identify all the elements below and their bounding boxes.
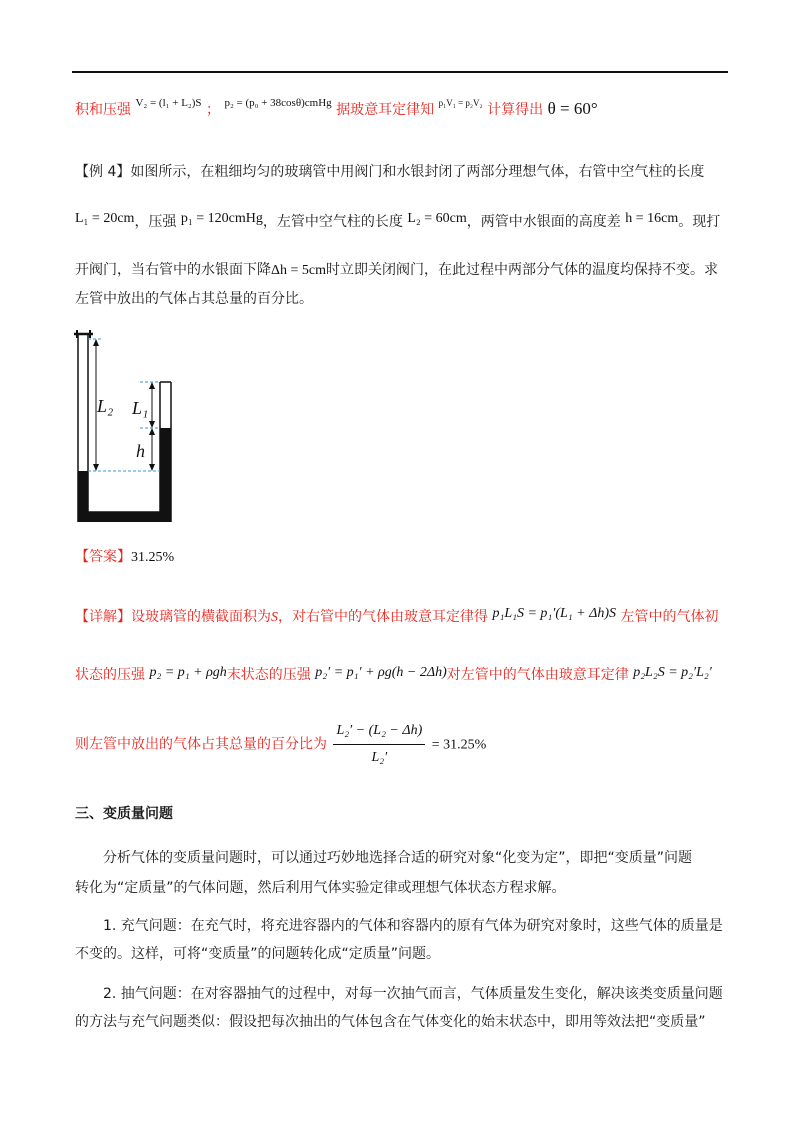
right-mercury	[160, 428, 171, 521]
paragraph: 1. 充气问题：在充气时，将充进容器内的气体和容器内的原有气体为研究对象时，这些气体的质量是	[103, 918, 723, 934]
paragraph-cont: 不变的。这样，可将“变质量”的问题转化成“定质量”问题。	[75, 946, 441, 962]
text: 设玻璃管的横截面积为	[131, 609, 271, 625]
text: 据玻意耳定律知	[336, 102, 435, 118]
text: 开阀门，当右管中的水银面下降	[75, 262, 271, 278]
label-L1: L₁	[132, 398, 149, 418]
text: ，两管中水银面的高度差	[466, 214, 621, 230]
formula: p₂ = (p₀ + 38cosθ)cmHg	[224, 97, 332, 109]
formula-h: h = 16cm	[625, 211, 679, 226]
formula: p₂L₂S = p₂′L₂′	[633, 665, 712, 680]
text: 则左管中放出的气体占其总量的百分比为	[75, 736, 327, 753]
formula: V₂ = (l₁ + L₂)S	[135, 97, 202, 109]
formula: p₁L₁S = p₁′(L₁ + Δh)S	[492, 606, 616, 621]
example-line-3	[75, 260, 727, 281]
text: ，左管中空气柱的长度	[262, 214, 403, 230]
example-text: 如图所示，在粗细均匀的玻璃管中用阀门和水银封闭了两部分理想气体，右管中空气柱的长度	[130, 164, 705, 180]
formula: θ = 60°	[547, 99, 598, 118]
text: 计算得出	[487, 102, 544, 118]
text: 时立即关闭阀门，在此过程中两部分气体的温度均保持不变。求	[326, 262, 719, 278]
previous-solution-line	[75, 96, 727, 124]
label-L2: L₂	[97, 396, 114, 416]
formula-L2: L₂ = 60cm	[407, 211, 467, 226]
formula: p₂ = p₁ + ρgh	[149, 665, 227, 680]
text: 积和压强	[75, 102, 131, 118]
arrowhead	[149, 428, 155, 435]
text: 分析气体的变质量问题时，可以通过巧妙地选择合适的研究对象“化变为定”，即把“变质量”问题	[103, 850, 693, 866]
paragraph-cont: 转化为“定质量”的气体问题，然后利用气体实验定律或理想气体状态方程求解。	[75, 880, 566, 896]
text: ，压强	[134, 214, 177, 230]
paragraph: 2. 抽气问题：在对容器抽气的过程中，对每一次抽气而言，气体质量发生变化，解决该类变质量问题	[103, 986, 723, 1002]
detail-tag: 【详解】	[75, 609, 131, 625]
fraction-denominator: L₂′	[371, 750, 388, 765]
detail-line-2	[75, 664, 727, 687]
example-line-4	[75, 289, 727, 309]
section-heading: 三、变质量问题	[75, 806, 173, 822]
formula-dh: Δh = 5cm	[271, 263, 327, 278]
text: ；	[205, 102, 220, 118]
example-line-2	[75, 212, 727, 233]
text: 。现打	[678, 214, 721, 230]
text: 对左管中的气体由玻意耳定律	[446, 667, 629, 683]
formula-p1: p₁ = 120cmHg	[180, 211, 263, 226]
text: ，对右管中的气体由玻意耳定律得	[278, 609, 488, 625]
header-rule	[72, 71, 728, 73]
fraction	[333, 720, 425, 769]
answer-line	[75, 547, 727, 568]
detail-line-1	[75, 606, 727, 629]
formula-L1: L₁ = 20cm	[75, 211, 135, 226]
formula: p₁V₁ = p₂V₂	[438, 98, 483, 108]
arrowhead	[149, 382, 155, 389]
paragraph	[75, 844, 729, 872]
arrowhead	[93, 464, 99, 471]
arrowhead	[149, 464, 155, 471]
answer-tag: 【答案】	[75, 549, 131, 565]
label-h: h	[136, 441, 145, 461]
example-tag: 【例 4】	[75, 164, 131, 180]
text: 状态的压强	[75, 667, 145, 683]
bottom-mercury	[78, 512, 171, 521]
u-tube-figure	[70, 330, 190, 530]
answer-value: 31.25%	[131, 550, 175, 565]
text: 末状态的压强	[226, 667, 311, 683]
detail-line-3	[75, 720, 727, 769]
example-line-1	[75, 162, 727, 182]
formula: p₂′ = p₁′ + ρg(h − 2Δh)	[315, 665, 447, 680]
text: 左管中的气体初	[620, 609, 719, 625]
arrowhead	[93, 339, 99, 346]
var-S: S	[271, 610, 278, 625]
fraction-numerator: L₂′ − (L₂ − Δh)	[333, 720, 425, 745]
arrowhead	[149, 421, 155, 428]
text: 左管中放出的气体占其总量的百分比。	[75, 291, 313, 307]
fraction-result: = 31.25%	[431, 737, 487, 753]
paragraph-cont: 的方法与充气问题类似：假设把每次抽出的气体包含在气体变化的始末状态中，即用等效法把“变质量”	[75, 1014, 706, 1030]
